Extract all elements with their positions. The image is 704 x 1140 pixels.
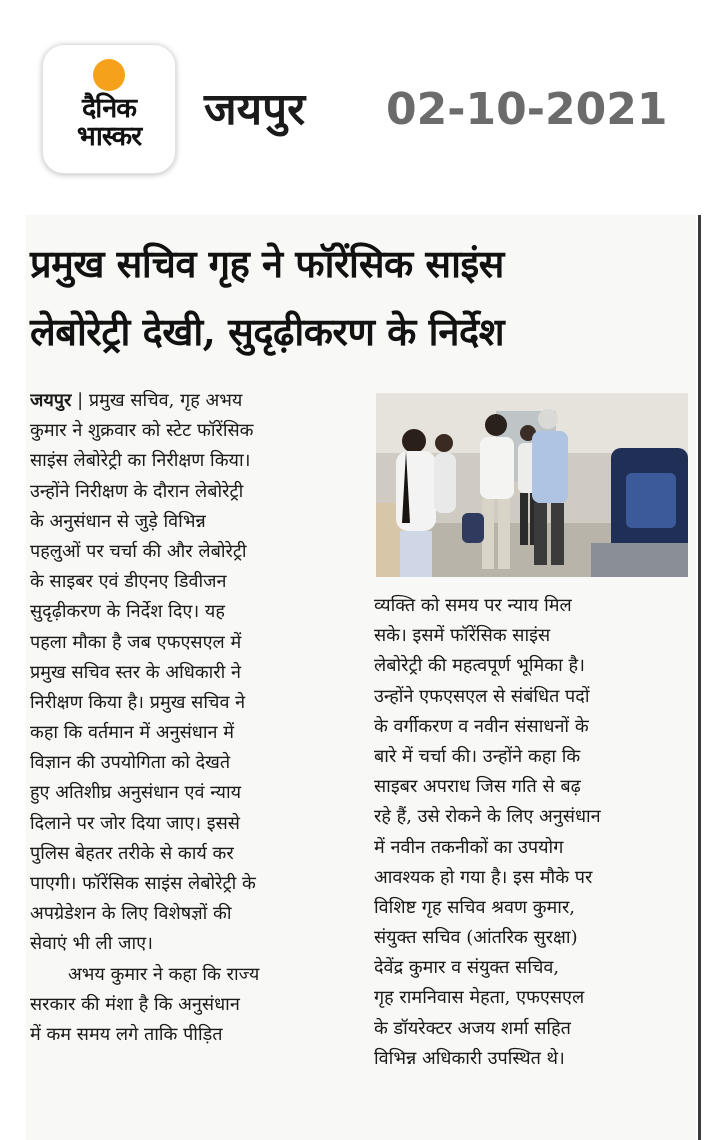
article-line: कहा कि वर्तमान में अनुसंधान में [30, 722, 234, 744]
article-line: में नवीन तकनीकों का उपयोग [374, 836, 564, 858]
article-line: लेबोरेट्री की महत्वपूर्ण भूमिका है। [374, 655, 585, 677]
article-line: के वर्गीकरण व नवीन संसाधनों के [374, 715, 589, 737]
article-line: में कम समय लगे ताकि पीड़ित [30, 1023, 223, 1045]
article-line: गृह रामनिवास मेहता, एफएसएल [374, 987, 585, 1009]
article-line: साइंस लेबोरेट्री का निरीक्षण किया। [30, 450, 251, 472]
article-line: कुमार ने शुक्रवार को स्टेट फॉरेंसिक [30, 420, 254, 442]
article-first-line-text: | प्रमुख सचिव, गृह अभय [77, 390, 243, 411]
logo-text-line1: दैनिक [81, 93, 137, 124]
article-line: के अनुसंधान से जुड़े विभिन्न [30, 510, 206, 532]
article-right-column [374, 591, 690, 1074]
article-line: संयुक्त सचिव (आंतरिक सुरक्षा) [374, 927, 578, 949]
article-line: के साइबर एवं डीएनए डिवीजन [30, 571, 227, 593]
article-line: पुलिस बेहतर तरीके से कार्य कर [30, 842, 234, 864]
article-line: विज्ञान की उपयोगिता को देखते [30, 752, 231, 774]
header [0, 0, 704, 190]
article-line: सेवाएं भी ली जाए। [30, 933, 153, 955]
column-rule [698, 215, 701, 1140]
news-photo [376, 393, 688, 577]
article-line: पाएगी। फॉरेंसिक साइंस लेबोरेट्री के [30, 873, 256, 894]
article-line: बारे में चर्चा की। उन्होंने कहा कि [374, 745, 581, 767]
article-line: उन्होंने एफएसएल से संबंधित पदों [374, 685, 590, 707]
dainik-bhaskar-logo [42, 44, 176, 174]
article-line [30, 960, 350, 990]
article-line: साइबर अपराध जिस गति से बढ़ [374, 776, 581, 798]
article-line: उन्होंने निरीक्षण के दौरान लेबोरेट्री [30, 480, 244, 502]
article-line: के डॉयरेक्टर अजय शर्मा सहित [374, 1017, 571, 1039]
article-line: सके। इसमें फॉरेंसिक साइंस [374, 625, 551, 647]
article-line: विशिष्ट गृह सचिव श्रवण कुमार, [374, 896, 576, 918]
article-line: विभिन्न अधिकारी उपस्थित थे। [374, 1047, 565, 1069]
paragraph-2-start: अभय कुमार ने कहा कि राज्य [68, 963, 260, 985]
article-line: प्रमुख सचिव स्तर के अधिकारी ने [30, 661, 242, 683]
article-line: देवेंद्र कुमार व संयुक्त सचिव, [374, 957, 560, 979]
article-line: रहे हैं, उसे रोकने के लिए अनुसंधान [374, 806, 601, 828]
headline-line-2: लेबोरेट्री देखी, सुदृढ़ीकरण के निर्देश [30, 309, 505, 354]
article-line: पहलुओं पर चर्चा की और लेबोरेट्री [30, 540, 247, 562]
article-line: निरीक्षण किया है। प्रमुख सचिव ने [30, 691, 246, 713]
article-line: पहला मौका है जब एफएसएल में [30, 631, 242, 653]
article-line: हुए अतिशीघ्र अनुसंधान एवं न्याय [30, 782, 242, 804]
article-line: आवश्यक हो गया है। इस मौके पर [374, 866, 593, 888]
article-line: अपग्रेडेशन के लिए विशेषज्ञों की [30, 903, 232, 925]
article-line [30, 386, 350, 416]
forensic-lab-inspection-photo [376, 393, 688, 577]
article-line: सुदृढ़ीकरण के निर्देश दिए। यह [30, 601, 225, 623]
sun-icon [93, 59, 125, 91]
article-line: दिलाने पर जोर दिया जाए। इससे [30, 812, 240, 834]
dateline: जयपुर [30, 390, 72, 411]
edition-date: 02-10-2021 [386, 84, 668, 135]
article-left-column [30, 386, 350, 1050]
edition-city: जयपुर [204, 84, 306, 135]
logo-text-line2: भास्कर [76, 121, 142, 152]
article-line: सरकार की मंशा है कि अनुसंधान [30, 993, 240, 1015]
article-line: व्यक्ति को समय पर न्याय मिल [374, 595, 572, 616]
headline-line-1: प्रमुख सचिव गृह ने फॉरेंसिक साइंस [30, 241, 504, 286]
